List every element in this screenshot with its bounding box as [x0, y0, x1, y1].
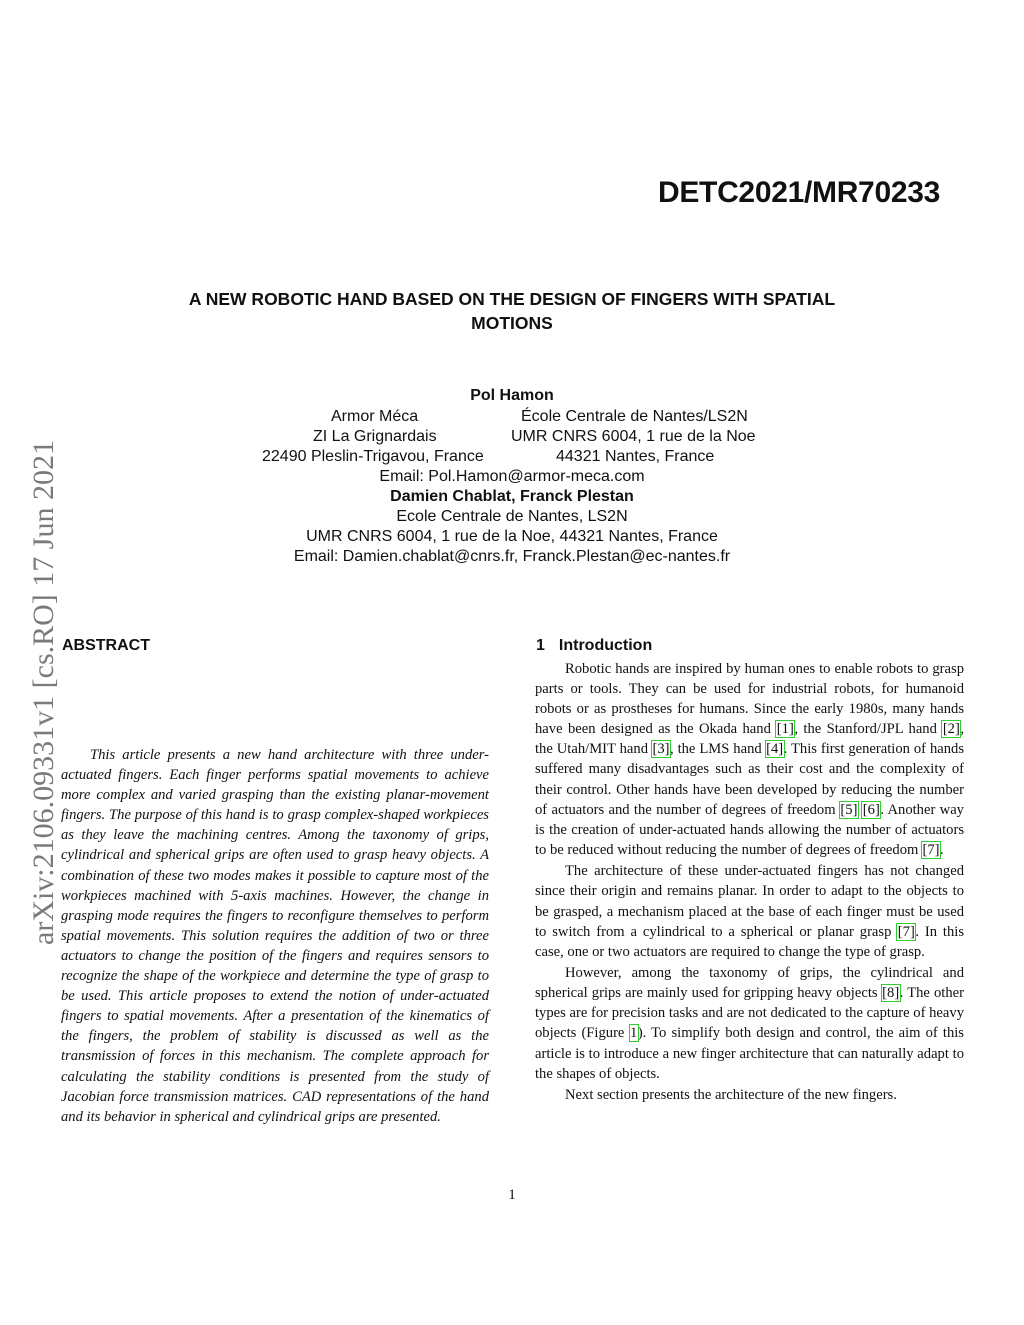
page-number: 1 [508, 1187, 516, 1203]
text-run: , the Utah/MIT hand [535, 721, 964, 758]
aff-left-3: 22490 Pleslin-Trigavou, France [262, 448, 484, 465]
text-run: However, among the taxonomy of grips, the cylindrical and spherical grips are mainly used for gripping heavy objects [535, 965, 964, 1002]
aff2-line-2: UMR CNRS 6004, 1 rue de la Noe, 44321 Nantes, France [306, 528, 718, 545]
text-run: . This first generation of hands suffered many disadvantages such as their cost and the complexity of their control. Other hands have been developed by reducing the number of actuators and the number of degrees of freedom [535, 741, 965, 818]
abstract-heading: ABSTRACT [62, 637, 150, 654]
text-run: Robotic hands are inspired by human ones to enable robots to grasp parts or tools. They can be used for industrial robots, for humanoid robots or as prostheses for humans. Since the early 1980s, many hands have been designed as the Okada hand [535, 661, 964, 738]
title-line-1: A NEW ROBOTIC HAND BASED ON THE DESIGN OF FINGERS WITH SPATIAL [188, 289, 836, 309]
aff-right-1: École Centrale de Nantes/LS2N [521, 408, 748, 425]
citation-link[interactable]: [4] [766, 741, 784, 758]
text-run: The architecture of these under-actuated fingers has not changed since their origin and remains planar. In order to adapt to the objects to be grasped, a mechanism placed at the base of each finger must be used to switch from a cylindrical to a spherical or planar grasp [535, 863, 964, 940]
intro-paragraph-2 [535, 861, 964, 961]
citation-link[interactable]: [2] [942, 721, 960, 738]
title-line-2: MOTIONS [471, 313, 553, 333]
citation-link[interactable]: [6] [862, 801, 880, 818]
abstract-body: This article presents a new hand architecture with three under-actuated fingers. Each finger performs spatial movements to achieve more complex and varied grasping than the existing planar-movement fingers. The purpose of this hand is to grasp complex-shaped workpieces as they leave the machining centres. Among the taxonomy of grips, cylindrical and spherical grips are often used to grasp heavy objects. A combination of these two modes makes it possible to capture most of the workpieces machined with 5-axis machines. However, the change in grasping mode requires the fingers to reconfigure themselves to perform spatial movements. This solution requires the addition of two or three actuators to change the position of the fingers and requires sensors to recognize the shape of the workpiece and determine the type of grasp to be used. This article proposes to extend the notion of under-actuated fingers to spatial movements. After a presentation of the kinematics of the fingers, the problem of stability is discussed as well as the transmission of forces in this mechanism. The complete approach for calculating the stability conditions is presented from the study of Jacobian force transmission matrices. CAD representations of the hand and its behavior in spherical and cylindrical grips are presented. [61, 747, 489, 1125]
text-run: ). To simplify both design and control, the aim of this article is to introduce a new finger architecture that can naturally adapt to the shapes of objects. [535, 1025, 964, 1082]
aff-left-2: ZI La Grignardais [313, 428, 437, 445]
text-run: , the Stanford/JPL hand [794, 721, 943, 738]
text-run: . The other types are for precision tasks and are not dedicated to the capture of heavy objects (Figure [535, 985, 964, 1042]
paper-title [100, 287, 924, 335]
aff-left-1: Armor Méca [331, 408, 419, 425]
text-run: . In this case, one or two actuators are required to change the type of grasp. [535, 923, 964, 960]
citation-link[interactable]: [7] [922, 841, 940, 858]
author2-email: Email: Damien.chablat@cnrs.fr, Franck.Plestan@ec-nantes.fr [293, 548, 731, 565]
intro-body [535, 659, 964, 1107]
aff-right-2: UMR CNRS 6004, 1 rue de la Noe [511, 428, 756, 445]
text-run: . [940, 841, 944, 858]
paper-id: DETC2021/MR70233 [657, 176, 940, 209]
citation-link[interactable]: [8] [882, 985, 900, 1002]
intro-paragraph-1 [535, 659, 964, 860]
arxiv-stamp: arXiv:2106.09331v1 [cs.RO] 17 Jun 2021 [27, 440, 60, 945]
figure-link[interactable]: 1 [630, 1025, 638, 1042]
section-number: 1 [536, 637, 545, 654]
section-title: Introduction [558, 637, 653, 654]
citation-link[interactable]: [1] [776, 721, 794, 738]
citation-link[interactable]: [3] [652, 741, 670, 758]
author2-names: Damien Chablat, Franck Plestan [390, 488, 634, 505]
citation-link[interactable]: [5] [840, 801, 858, 818]
intro-paragraph-3 [535, 963, 964, 1084]
aff-right-3: 44321 Nantes, France [556, 448, 715, 465]
text-run: , the LMS hand [669, 741, 766, 758]
intro-paragraph-4: Next section presents the architecture of the new fingers. [565, 1087, 897, 1104]
citation-link[interactable]: [7] [897, 923, 915, 940]
author1-email: Email: Pol.Hamon@armor-meca.com [379, 468, 645, 485]
author1-name: Pol Hamon [470, 387, 554, 404]
text-run: . Another way is the creation of under-actuated hands allowing the number of actuators to be reduced without reducing the number of degrees of freedom [535, 801, 964, 858]
intro-heading [536, 637, 652, 655]
aff2-line-1: Ecole Centrale de Nantes, LS2N [396, 508, 628, 525]
